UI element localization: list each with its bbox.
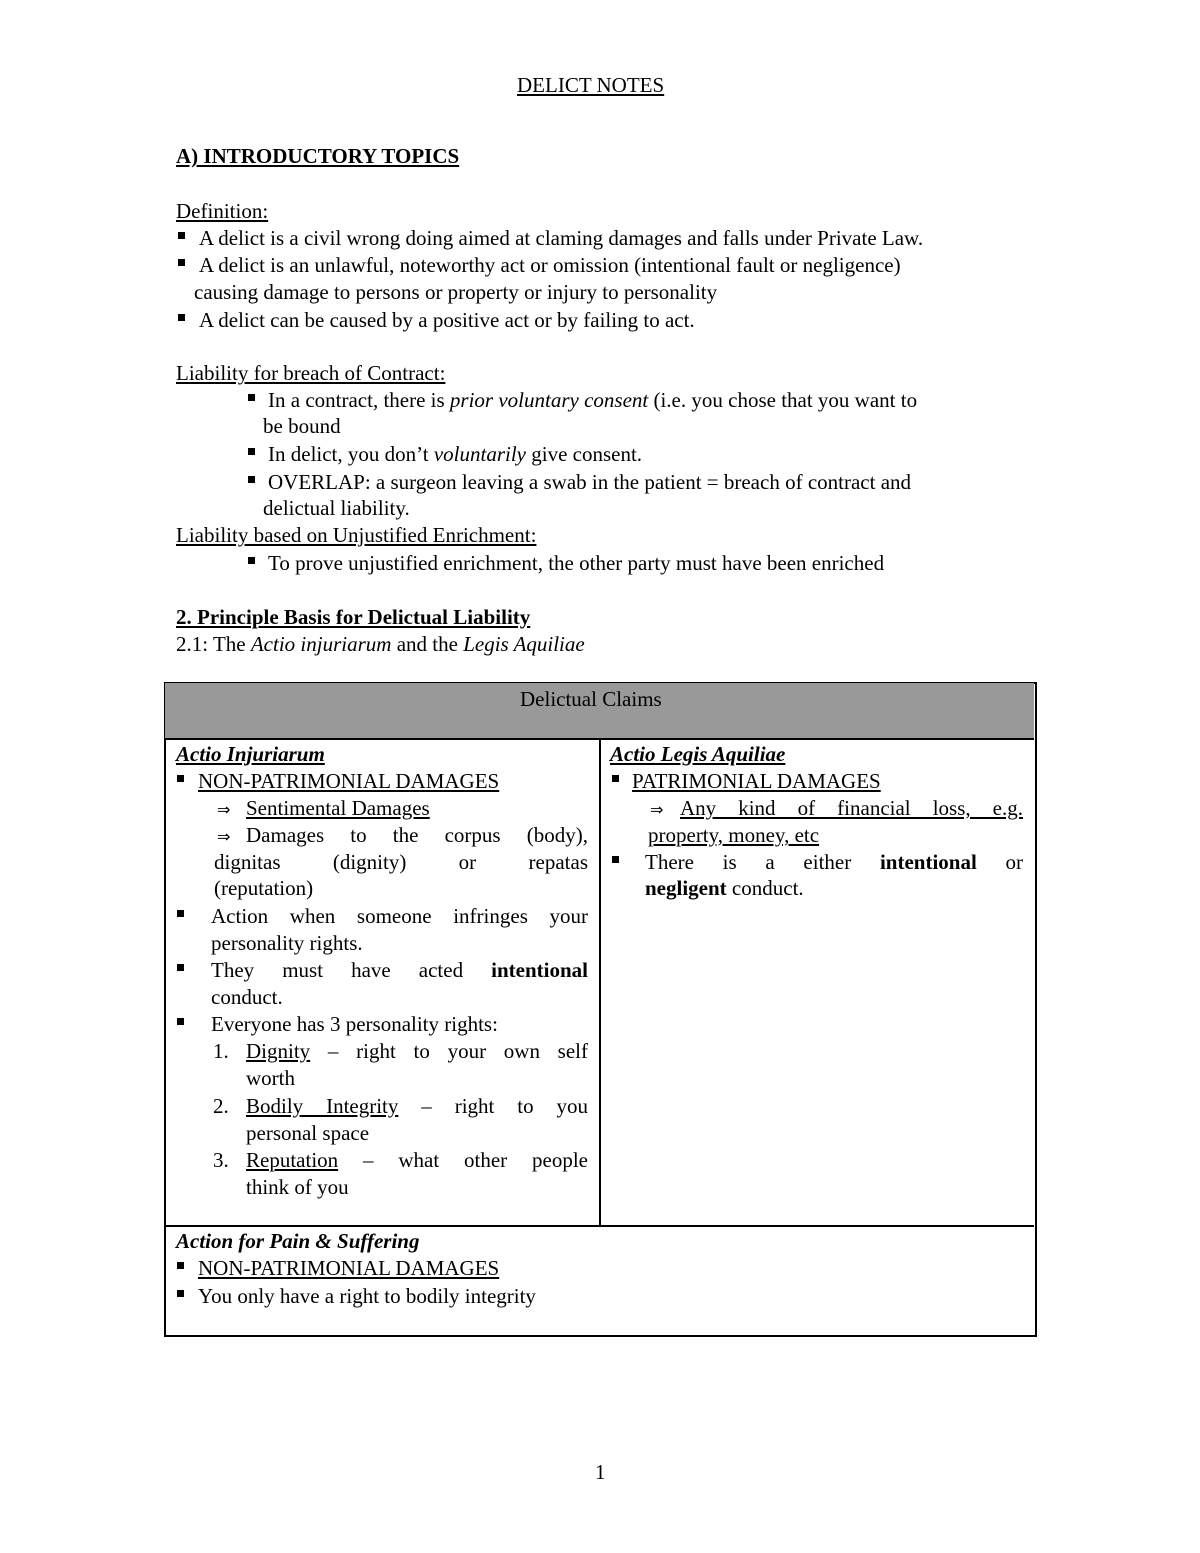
numbered-3-rest: – what other people <box>363 1148 589 1172</box>
left-arrow-2-line3: (reputation) <box>214 876 314 900</box>
square-bullet-icon <box>248 557 255 564</box>
definition-item-2-cont: causing damage to persons or property or injury to personality <box>194 280 718 304</box>
square-bullet-icon <box>177 1290 184 1297</box>
contract-item-2-italic: voluntarily <box>433 442 526 466</box>
square-bullet-icon <box>178 314 185 321</box>
sub-italic-1: Actio injuriarum <box>250 632 392 656</box>
square-bullet-icon <box>178 259 185 266</box>
contract-item-2-pre: In delict, you don’t <box>268 442 429 466</box>
contract-item-2-post: give consent. <box>531 442 643 466</box>
numbered-1-num: 1. <box>213 1039 229 1063</box>
right-cell-title: Actio Legis Aquiliae <box>610 742 786 766</box>
numbered-1-rest: – right to your own self <box>327 1039 589 1063</box>
right-bullet-1-line2 <box>645 875 804 902</box>
enrichment-heading: Liability based on Unjustified Enrichment: <box>176 523 537 547</box>
definition-heading: Definition: <box>176 199 269 223</box>
bottom-item: You only have a right to bodily integrity <box>198 1284 536 1308</box>
square-bullet-icon <box>177 1262 184 1269</box>
table-header: Delictual Claims <box>520 687 662 711</box>
right-damages: PATRIMONIAL DAMAGES <box>632 769 881 793</box>
right-bullet-bold-2: negligent <box>645 876 727 900</box>
double-arrow-icon: ⇒ <box>217 827 231 846</box>
contract-item-1 <box>268 387 917 414</box>
square-bullet-icon <box>248 476 255 483</box>
numbered-2-line2: personal space <box>246 1121 370 1145</box>
square-bullet-icon <box>178 232 185 239</box>
section-2-subheading <box>176 631 585 658</box>
left-bullet-1-line1: Action when someone infringes your <box>211 904 588 928</box>
numbered-3-num: 3. <box>213 1148 229 1172</box>
left-bullet-2-line2: conduct. <box>211 985 283 1009</box>
double-arrow-icon: ⇒ <box>650 800 664 819</box>
section-heading-a: A) INTRODUCTORY TOPICS <box>176 144 460 168</box>
definition-item-2: A delict is an unlawful, noteworthy act or omission (intentional fault or negligence) <box>199 253 901 277</box>
definition-item-3: A delict can be caused by a positive act or by failing to act. <box>199 308 695 332</box>
right-bullet-1-line1 <box>645 849 1023 876</box>
right-arrow-1-line1: Any kind of financial loss, e.g. <box>680 796 1023 820</box>
row-divider <box>165 1225 1034 1227</box>
numbered-1-line2: worth <box>246 1066 295 1090</box>
left-bullet-2-line1 <box>211 957 588 984</box>
left-arrow-2-line2: dignitas (dignity) or repatas <box>214 850 588 874</box>
left-bullet-1-line2: personality rights. <box>211 931 363 955</box>
numbered-2-term: Bodily Integrity <box>246 1094 399 1118</box>
square-bullet-icon <box>177 775 184 782</box>
numbered-1-line1 <box>246 1038 588 1065</box>
numbered-2-rest: – right to you <box>421 1094 588 1118</box>
numbered-3-term: Reputation <box>246 1148 339 1172</box>
left-arrow-1: Sentimental Damages <box>246 796 430 820</box>
contract-item-1-post: (i.e. you chose that you want to <box>653 388 918 412</box>
bottom-cell-title: Action for Pain & Suffering <box>176 1229 420 1253</box>
contract-item-3-cont: delictual liability. <box>263 496 410 520</box>
left-bullet-2-pre: They must have acted <box>211 958 464 982</box>
sub-mid: and the <box>396 632 458 656</box>
left-bullet-2-bold: intentional <box>491 958 589 982</box>
contract-heading: Liability for breach of Contract: <box>176 361 446 385</box>
right-arrow-1-line2: property, money, etc <box>648 823 820 847</box>
contract-item-1-pre: In a contract, there is <box>268 388 445 412</box>
bottom-damages: NON-PATRIMONIAL DAMAGES <box>198 1256 500 1280</box>
square-bullet-icon <box>248 394 255 401</box>
column-divider <box>599 739 601 1225</box>
enrichment-item: To prove unjustified enrichment, the other party must have been enriched <box>268 551 885 575</box>
numbered-3-line2: think of you <box>246 1175 349 1199</box>
sub-italic-2: Legis Aquiliae <box>463 632 585 656</box>
section-heading-2: 2. Principle Basis for Delictual Liability <box>176 605 531 629</box>
double-arrow-icon: ⇒ <box>217 800 231 819</box>
contract-item-1-italic: prior voluntary consent <box>449 388 649 412</box>
numbered-1-term: Dignity <box>246 1039 311 1063</box>
square-bullet-icon <box>177 964 184 971</box>
contract-item-1-cont: be bound <box>263 414 341 438</box>
left-damages: NON-PATRIMONIAL DAMAGES <box>198 769 500 793</box>
left-bullet-3: Everyone has 3 personality rights: <box>211 1012 498 1036</box>
square-bullet-icon <box>612 775 619 782</box>
page-title: DELICT NOTES <box>517 73 665 97</box>
left-cell-title: Actio Injuriarum <box>176 742 325 766</box>
right-bullet-post: conduct. <box>731 876 804 900</box>
right-bullet-or: or <box>1005 850 1024 874</box>
numbered-2-num: 2. <box>213 1094 229 1118</box>
numbered-2-line1 <box>246 1093 588 1120</box>
contract-item-2 <box>268 441 642 468</box>
sub-pre: 2.1: The <box>176 632 246 656</box>
definition-item-1: A delict is a civil wrong doing aimed at claming damages and falls under Private Law. <box>199 226 924 250</box>
page-number: 1 <box>595 1460 606 1484</box>
left-arrow-2-line1: Damages to the corpus (body), <box>246 823 588 847</box>
right-bullet-pre: There is a either <box>645 850 852 874</box>
square-bullet-icon <box>248 448 255 455</box>
numbered-3-line1 <box>246 1147 588 1174</box>
right-bullet-bold-1: intentional <box>879 850 977 874</box>
square-bullet-icon <box>177 910 184 917</box>
square-bullet-icon <box>177 1018 184 1025</box>
contract-item-3: OVERLAP: a surgeon leaving a swab in the patient = breach of contract and <box>268 470 912 494</box>
square-bullet-icon <box>612 856 619 863</box>
